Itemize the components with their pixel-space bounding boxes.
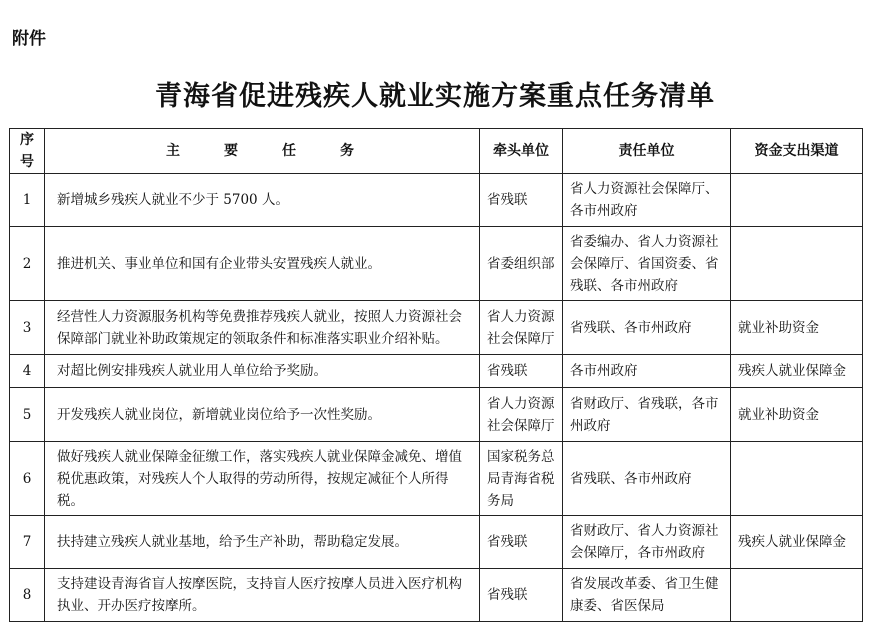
row-lead: 省人力资源社会保障厅: [480, 301, 563, 355]
row-responsible: 省残联、各市州政府: [563, 442, 731, 516]
row-task: 经营性人力资源服务机构等免费推荐残疾人就业，按照人力资源社会保障部门就业补助政策规定的领取条件和标准落实职业介绍补贴。: [45, 301, 480, 355]
row-task: 对超比例安排残疾人就业用人单位给予奖励。: [45, 355, 480, 388]
row-lead: 省委组织部: [480, 227, 563, 301]
header-fund: 资金支出渠道: [731, 129, 863, 174]
document-title: 青海省促进残疾人就业实施方案重点任务清单: [155, 81, 715, 112]
table-row: [10, 227, 863, 301]
row-responsible: 省人力资源社会保障厅、各市州政府: [563, 174, 731, 227]
row-fund: 就业补助资金: [731, 388, 863, 442]
row-task: 支持建设青海省盲人按摩医院，支持盲人医疗按摩人员进入医疗机构执业、开办医疗按摩所。: [45, 569, 480, 622]
row-fund: 残疾人就业保障金: [731, 516, 863, 569]
row-responsible: 省委编办、省人力资源社会保障厅、省国资委、省残联、各市州政府: [563, 227, 731, 301]
table-row: [10, 516, 863, 569]
row-no: 1: [10, 174, 45, 227]
table-row: [10, 301, 863, 355]
row-lead: 国家税务总局青海省税务局: [480, 442, 563, 516]
row-fund: 就业补助资金: [731, 301, 863, 355]
row-task: 扶持建立残疾人就业基地，给予生产补助，帮助稳定发展。: [45, 516, 480, 569]
table-row: [10, 388, 863, 442]
header-task: 主要任务: [45, 129, 480, 174]
row-task: 做好残疾人就业保障金征缴工作，落实残疾人就业保障金减免、增值税优惠政策，对残疾人个人取得的劳动所得，按规定减征个人所得税。: [45, 442, 480, 516]
header-lead: 牵头单位: [480, 129, 563, 174]
row-lead: 省残联: [480, 569, 563, 622]
row-no: 8: [10, 569, 45, 622]
row-lead: 省残联: [480, 355, 563, 388]
row-responsible: 省财政厅、省人力资源社会保障厅，各市州政府: [563, 516, 731, 569]
row-fund: [731, 227, 863, 301]
attachment-label: 附件: [12, 29, 46, 49]
row-lead: 省人力资源社会保障厅: [480, 388, 563, 442]
table-header-row: [10, 129, 863, 174]
row-fund: 残疾人就业保障金: [731, 355, 863, 388]
row-no: 2: [10, 227, 45, 301]
header-responsible: 责任单位: [563, 129, 731, 174]
task-table: [9, 128, 863, 622]
row-lead: 省残联: [480, 516, 563, 569]
row-fund: [731, 442, 863, 516]
row-responsible: 各市州政府: [563, 355, 731, 388]
row-no: 6: [10, 442, 45, 516]
row-lead: 省残联: [480, 174, 563, 227]
row-task: 开发残疾人就业岗位，新增就业岗位给予一次性奖励。: [45, 388, 480, 442]
row-no: 5: [10, 388, 45, 442]
row-responsible: 省发展改革委、省卫生健康委、省医保局: [563, 569, 731, 622]
table-row: [10, 569, 863, 622]
table-row: [10, 355, 863, 388]
table-row: [10, 442, 863, 516]
row-no: 4: [10, 355, 45, 388]
row-fund: [731, 569, 863, 622]
row-fund: [731, 174, 863, 227]
header-no: 序号: [10, 129, 45, 174]
row-no: 7: [10, 516, 45, 569]
row-no: 3: [10, 301, 45, 355]
row-responsible: 省财政厅、省残联，各市州政府: [563, 388, 731, 442]
row-responsible: 省残联、各市州政府: [563, 301, 731, 355]
table-row: [10, 174, 863, 227]
row-task: 新增城乡残疾人就业不少于 5700 人。: [45, 174, 480, 227]
row-task: 推进机关、事业单位和国有企业带头安置残疾人就业。: [45, 227, 480, 301]
